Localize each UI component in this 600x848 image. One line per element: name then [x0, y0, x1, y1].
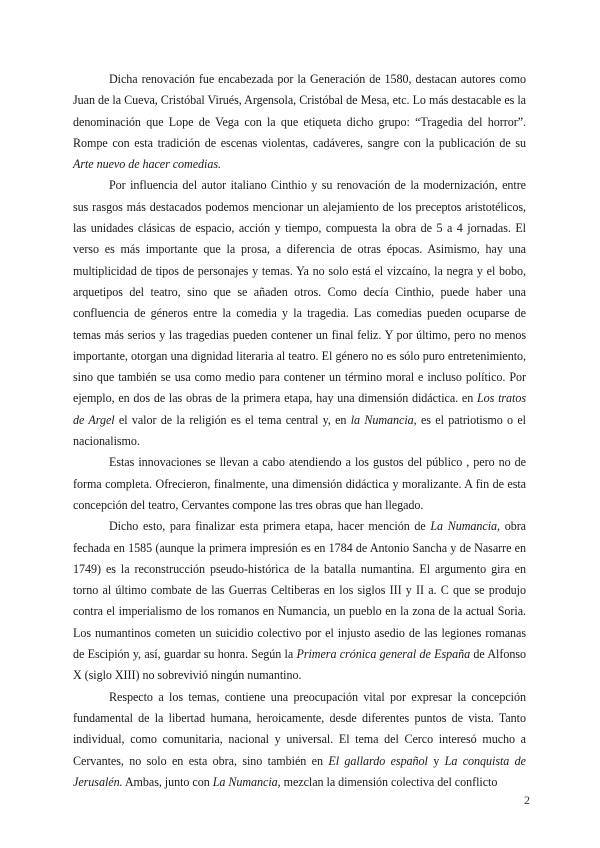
italic-title: El gallardo español — [328, 753, 428, 768]
text-run: Dicho esto, para finalizar esta primera etapa, hacer mención de — [109, 519, 431, 534]
text-run: Por influencia del autor italiano Cinthio y su renovación de la modernización, entre sus rasgos más destacados podemos mencionar un alejamiento de los preceptos aristotélicos, las unidades clásicas de espacio, acción y tiempo, compuesta la obra de 5 a 4 jornadas. El verso es más importante que la prosa, a diferencia de otras épocas. Asimismo, hay una multiplicidad de tipos de personajes y temas. Ya no solo está el vizcaíno, la negra y el bobo, arquetipos del teatro, sino que se añaden otros. Como decía Cinthio, puede haber una confluencia de géneros entre la comedia y la tragedia. Las comedias pueden ocuparse de temas más serios y las tragedias pueden contener un final feliz. Y por último, pero no menos importante, otorgan una dignidad literaria al teatro. El género no es sólo puro entretenimiento, sino que también se usa como medio para contener un término moral e incluso político. Por ejemplo, en dos de las obras de la primera etapa, hay una dimensión didáctica. en — [73, 178, 526, 406]
italic-title: Los tratos de Argel — [73, 391, 527, 427]
italic-title: Arte nuevo de hacer comedias. — [73, 157, 221, 172]
text-run: el valor de la religión es el tema central y, en — [114, 412, 351, 427]
italic-title: La Numancia, — [212, 774, 281, 789]
text-run: Ambas, junto con — [122, 774, 213, 789]
paragraph-5 — [73, 687, 526, 793]
paragraph-4 — [73, 516, 526, 686]
paragraph-3 — [73, 452, 526, 516]
italic-title: La Numancia — [430, 519, 498, 534]
text-run: de Alfonso X (siglo XIII) no sobrevivió ningún numantino. — [73, 647, 526, 683]
paragraph-1 — [73, 69, 526, 175]
text-run: , obra fechada en 1585 (aunque la primera impresión es en 1784 de Antonio Sancha y de Nasarre en 1749) es la reconstrucción pseudo-histórica de la batalla numantina. El argumento gira en torno al último combate de las Guerras Celtiberas en los siglos III y II a. C que se produjo contra el imperialismo de los romanos en Numancia, un pueblo en la zona de la actual Soria. Los numantinos cometen un suicidio colectivo por el injusto asedio de las legiones romanas de Escipión y, así, guardar su honra. Según la — [73, 519, 526, 662]
body-text — [73, 69, 526, 793]
italic-title: Primera crónica general de España — [296, 647, 471, 662]
text-run: mezclan la dimensión colectiva del conflicto — [280, 774, 498, 789]
paragraph-2 — [73, 175, 526, 452]
text-run: Estas innovaciones se llevan a cabo atendiendo a los gustos del público , pero no de forma completa. Ofrecieron, finalmente, una dimensión didáctica y moralizante. A fin de esta concepción del teatro, Cervantes compone las tres obras que han llegado. — [73, 455, 526, 512]
text-run: y — [427, 753, 445, 768]
italic-title: La conquista de Jerusalén. — [73, 753, 526, 789]
text-run: Dicha renovación fue encabezada por la Generación de 1580, destacan autores como Juan de la Cueva, Cristóbal Virués, Argensola, Cristóbal de Mesa, etc. Lo más destacable es la denominación que Lope de Vega con la que etiqueta dicho grupo: “Tragedia del horror”. Rompe con esta tradición de escenas violentas, cadáveres, sangre con la publicación de su — [73, 72, 526, 150]
text-run: , es el patriotismo o el nacionalismo. — [73, 412, 526, 449]
text-run: Respecto a los temas, contiene una preocupación vital por expresar la concepción fundamental de la libertad humana, heroicamente, desde diferentes puntos de vista. Tanto individual, como comunitaria, nacional y universal. El tema del Cerco interesó mucho a Cervantes, no solo en esta obra, sino también en — [73, 689, 526, 768]
italic-title: la Numancia — [350, 412, 414, 427]
page-number: 2 — [524, 793, 530, 807]
